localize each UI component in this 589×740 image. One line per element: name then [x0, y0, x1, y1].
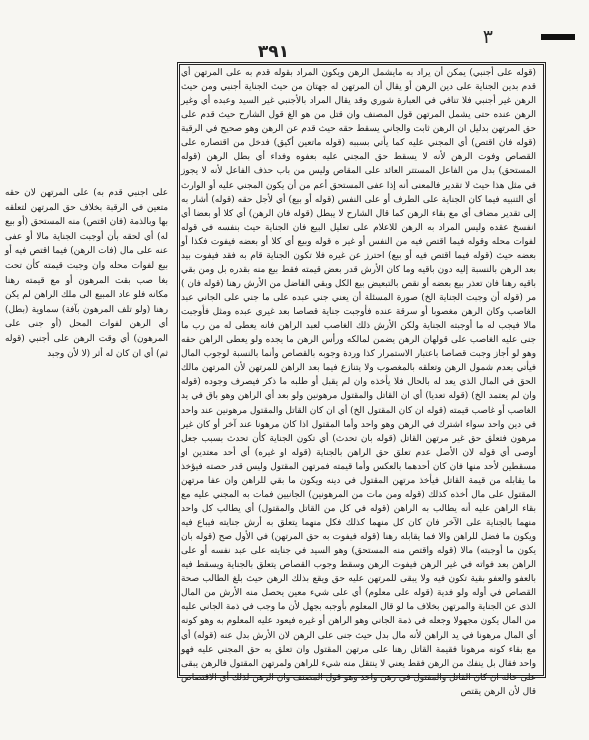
- main-paragraph: (قوله على أجنبي) يمكن أن يراد به مايشمل الرهن ويكون المراد بقوله قدم به على المرتهن أي قدم بدين الجناية على دين الرهن أو يقال أن المرتهن له جهتان من حيث الجناية أجنبي ومن حيث الرهن غير أجنبي فلا تنافي في العبارة شوري وقد يقال المراد بالأجنبي غير السيد وعبده أي وغير الرهن عنده حتى يشمل المرتهن قول المصنف وان قتل من هو الغ قول الشارح حيث قدم على حق المرتهن بدليل ان الرهن ثابت والجاني يسقط حقه حيث قدم عن الرهن وهو صحيح في الرقبة (قوله فان اقتص) أي المجني عليه كما يأتي بسببه (قوله ماتعين أكيق) فدخل من اقتصاره على القصاص وفوت الرهن لأنه لا يسقط حق المجني عليه بعفوه وفداء أي بطل الرهن (قوله المستحق) بدل من الفاعل المستتر العائد على المقاص وليس من باب حذف الفاعل لأنه لا يجوز في مثل هذا حيث لا تقدير فالمعنى أنه إذا عفى المستحق أعم من أن يكون المجني عليه أو الوارث أي التنبيه فيما كان الجناية على الطرف أو على النفس (قوله أو بيع) أي لأجل حقه (قوله) أشار به إلى تقدير مضاف أي مع بقاء الرهن كما قال الشارح لا يبطل (قوله فان الرهن) أي كلا أو بعضا أي انفسخ عقده وليس المراد به الرهن للاعلام على تعليل البيع فان الجناية حيث بنفسه في قوله لفوات محله وقوله فيما اقتص فيه من النفس أو غير ه قوله وبيع أي كلا أو بعضه فيفوت فكذا أو بعضه حيث (قوله فيما اقتص فيه أو بيع) احترز عن غيره فلا تكون الجناية قام به فقد فيفوت بيد بعد الرهن بالنسبة إليه دون باقيه وما كان الأرش قدر بعض قيمته فقط بيع منه بقدره بل ومن بقي باقيه رهنا فان تعذر بيع بعضه أو نقص بالتبعيض بيع الكل وبقي الفاضل من الأرش رهنا (قوله فان ) مر (قوله أن وجبت الجناية الخ) صورة المسئلة أن يعني جني عبده على ما جني على الجاني عبد الغاصب وكان الرهن مغصوبا أو سرقة عنده فأوجبت جناية قصاصا بعد غيري عبده ومثل فأوجبت مالا فيجب له ما أوجبته الجناية ولكن الأرش ذلك الغاصب لعبد الراهن فانه يعطى له من رب ما جنى عليه الغاصب على قولهان الرهن يضمن لمالكه ورأس الرهن ما يجده ولو يعطى الراهن حقه وهو لو أجاز وجبت قصاصا باعتبار الاستمرار كذا وردة وجوبه بالقصاص وأنما بالنسبة لوجوب المال فيأتي بعدم شمول الرهن وتعلقه بالمغصوب ولا يتنازع فيما بعد الراهن للمرتهن لأن المرتهن مالك الحق في المال الذي يعد له بالحال فلا يأخذه وان لم يقبل أو طلبه ما ذكر فيصرف وجوده (قوله وان لم يعتمد الخ) (قوله تعديا) أي ان القاتل والمقتول مرهونين ولو بعد أي الراهن وهو باق في يد الغاصب أو غاصب قيمته (قوله ان كان المقتول الخ) أي ان كان القاتل والمقتول مرهونين عند واحد في دين واحد سواء اشترك في الرهن وهو واحد وأما المقتول اذا كان مرهونا عند آخر أو كان غير مرهون فتعلق حق غير مرتهن القاتل (قوله بان تحدث) أي تكون الجناية كأن تحدث بسبب جعل أوصى أي قوله لان الأصل عدم تعلق حق الراهن بالجناية (قوله او غيره) أي أحد معتدين او مسقطين لأحد منها فان كان أحدهما بالعكس وأما قيمته فمرتهن المقتول وليس قدر حصته فيؤخذ ما يقابله من قيمة القاتل فيأخذ مرتهن المقتول في دينه ويكون ما بقي للراهن وان عفا مرتهن المقتول على مال أخذه كذلك (قوله ومن مات من المرهونين) الجانيين فمات به المجني عليه مع بقاء الراهن عليه أنه يطالب به الراهن (قوله في كل من القاتل والمقتول) أي يطالب كل واحد منهما بالجناية على الآخر فان كان كل منهما كذلك فكل منهما يتعلق به أرش جنايته فيباع فيه ويكون ما فضل للراهن والا فما يقابله رهنا (قوله فيفوت به حق المرتهن) في الأول صح (قوله بان يكون ما أوجبته) مالا (قوله واقتص منه المستحق) وهو السيد في جنايته على عبد نفسه أو على الراهن بعد فواته في غير الرهن فيفوت الرهن وسقط وجوب القصاص يتعلق بالجناية ويسقط فيه بالعفو والعفو بقية تكون فيه ولا يبقى للمرتهن عليه حق ويقع بذلك الرهن حيث بلغ الطالب صحة القصاص في أوله ولو فدية (قوله على معلوم) أي على شيء معين يحصل منه الأرش من المال الذي عن الجناية والمرتهن بخلاف ما لو قال المعلوم بأوجبه بجهل لأن ما وجب في ذمة الجاني عليه من المال يكون مجهولا وجعله في ذمة الجاني وهو الراهن أو غيره فيعود عليه المعلوم به وهو كونه أي المال مرهونا في يد الراهن لأنه مال بدل حيث جنى على الرهن لان الأرش بدل عنه (قوله) أي مع بقاء كونه مرهونا فقيمة القاتل رهنا على مرتهن المقتول وان تعلق به حق المجني عليه فهو واحد فقال بل ينفك من الرهن فقط يعني لا ينتقل منه شيء للراهن ولمرتهن المقتول فالرهن يبقى على حاله ان كان القاتل والمقتول في رهن واحد وهو قول المصنف وان الرهن لذلك أي الاقتصاص قال لأن الرهن يقتص: [181, 68, 536, 697]
- margin-matn-text: [5, 186, 168, 361]
- page-top-mark: ٣: [482, 26, 493, 48]
- page-number: ٣٩١: [257, 42, 289, 62]
- top-marker-bar: [541, 34, 575, 40]
- margin-paragraph: على اجنبي قدم به) على المرتهن لان حقه متعين في الرقبة بخلاف حق المرتهن لتعلقه بها وبالذمة (فان اقتص) منه المستحق (أو بيع له) أي لحقه بأن أوجبت الجناية مالا أو عفى عنه على مال (فات الرهن) فيما اقتص فيه أو بيع لفوات محله وان وجبت قيمته كأن تحت بغا صب بقت المرهون أو مع قيمته رهنا مكانه فلو عاد المبيع الى ملك الراهن لم يكن رهنا (ولو تلف المرهون بآفة) سماوية (بطل) أي الرهن لفوات المحل (أو جنى على المرهون) أي وقت الرهن على أجنبي (قوله ثم) أي ان كان له أثر (لا لأن وجبد: [5, 188, 168, 359]
- main-commentary-text: [181, 66, 536, 697]
